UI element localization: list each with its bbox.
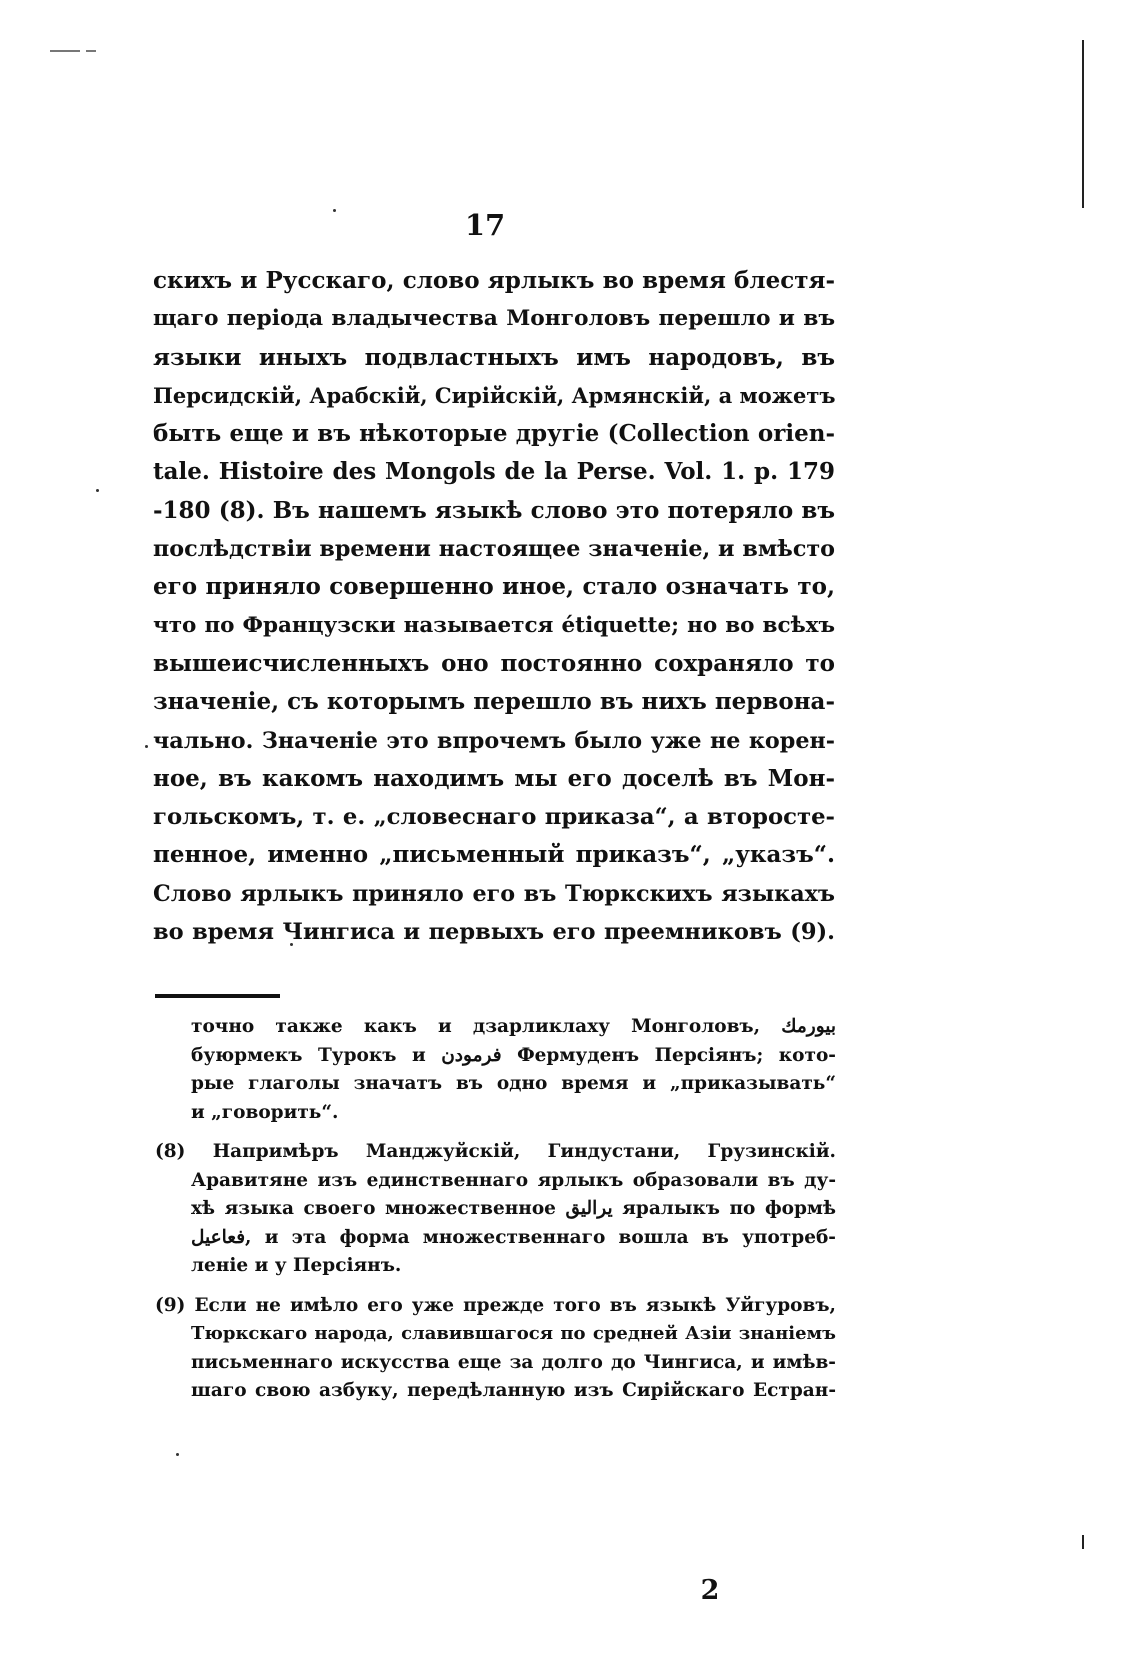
page-edge-rule [1082, 40, 1084, 208]
footnote-line: فعاعيل, и эта форма множественнаго вошла въ употреб- [191, 1226, 836, 1248]
scan-speck [333, 209, 336, 212]
text-line: скихъ и Русскаго, слово ярлыкъ во время блестя- [153, 267, 835, 294]
text-line: пенное, именно „письменный приказъ“, „указъ“. [153, 841, 835, 869]
text-line: языки иныхъ подвластныхъ имъ народовъ, въ [153, 343, 835, 371]
scan-artifact-dash [86, 50, 96, 52]
text-line: послѣдствіи времени настоящее значеніе, и вмѣсто [153, 536, 835, 563]
footnote-continuation [155, 1013, 836, 1127]
text-line: вышеисчисленныхъ оно постоянно сохраняло то [153, 649, 835, 677]
footnote-line: Аравитяне изъ единственнаго ярлыкъ образовали въ ду- [191, 1169, 836, 1191]
text-line: -180 (8). Въ нашемъ языкѣ слово это потеряло въ [153, 496, 835, 524]
text-line: щаго періода владычества Монголовъ перешло и въ [153, 306, 835, 332]
text-line: быть еще и въ нѣкоторые другіе (Collection orien- [153, 420, 835, 448]
footnote-8 [155, 1138, 836, 1281]
footnote-line: точно также какъ и дзарликлаху Монголовъ, بیورمك [191, 1016, 836, 1037]
text-line: Персидскій, Арабскій, Сирійскій, Армянскій, а можетъ [153, 382, 836, 408]
text-line: Слово ярлыкъ приняло его въ Тюркскихъ языкахъ [153, 880, 835, 907]
text-line: значеніе, съ которымъ перешло въ нихъ первона- [153, 688, 835, 716]
text-line: гольскомъ, т. е. „словеснаго приказа“, а второсте- [153, 804, 835, 831]
footnote-line: леніе и у Персіянъ. [191, 1255, 402, 1276]
footnote-9 [155, 1292, 836, 1406]
scan-artifact-dash [50, 50, 80, 52]
footnote-line: хѣ языка своего множественное يراليق яралыкъ по формѣ [191, 1198, 836, 1219]
text-line: чально. Значеніе это впрочемъ было уже не корен- [153, 727, 835, 754]
footnotes [155, 1013, 836, 1417]
text-line: ное, въ какомъ находимъ мы его доселѣ въ Мон- [153, 764, 835, 792]
text-line: что по Французски называется étiquette; но во всѣхъ [153, 612, 835, 638]
footnote-line: письменнаго искусства еще за долго до Чингиса, и имѣв- [191, 1351, 836, 1373]
signature-mark: 2 [700, 1575, 720, 1606]
text-line: во время Чингиса и первыхъ его преемниковъ (9). [153, 919, 835, 946]
footnote-line: и „говорить“. [191, 1101, 339, 1123]
footnote-line: буюрмекъ Турокъ и فرمودن Фермуденъ Персіянъ; кото- [191, 1044, 836, 1066]
text-line: tale. Histoire des Mongols de la Perse. Vol. 1. p. 179 [153, 458, 835, 486]
scan-speck [145, 745, 148, 748]
scan-speck [176, 1453, 179, 1456]
main-body-text [153, 262, 835, 951]
text-line: его приняло совершенно иное, стало означать то, [153, 573, 835, 601]
footnote-line: (8) Напримѣръ Манджуйскій, Гиндустани, Грузинскій. [155, 1141, 836, 1162]
footnote-line: Тюркскаго народа, славившагося по средней Азіи знаніемъ [191, 1323, 836, 1344]
footnote-line: (9) Если не имѣло его уже прежде того въ языкѣ Уйгуровъ, [155, 1294, 836, 1316]
footnote-line: рые глаголы значатъ въ одно время и „приказывать“ [191, 1073, 836, 1094]
page-edge-tick [1082, 1535, 1084, 1549]
scan-speck [96, 489, 99, 492]
page-number: 17 [464, 208, 506, 242]
footnote-separator [155, 994, 280, 998]
footnote-line: шаго свою азбуку, передѣланную изъ Сирійскаго Естран- [191, 1380, 836, 1401]
